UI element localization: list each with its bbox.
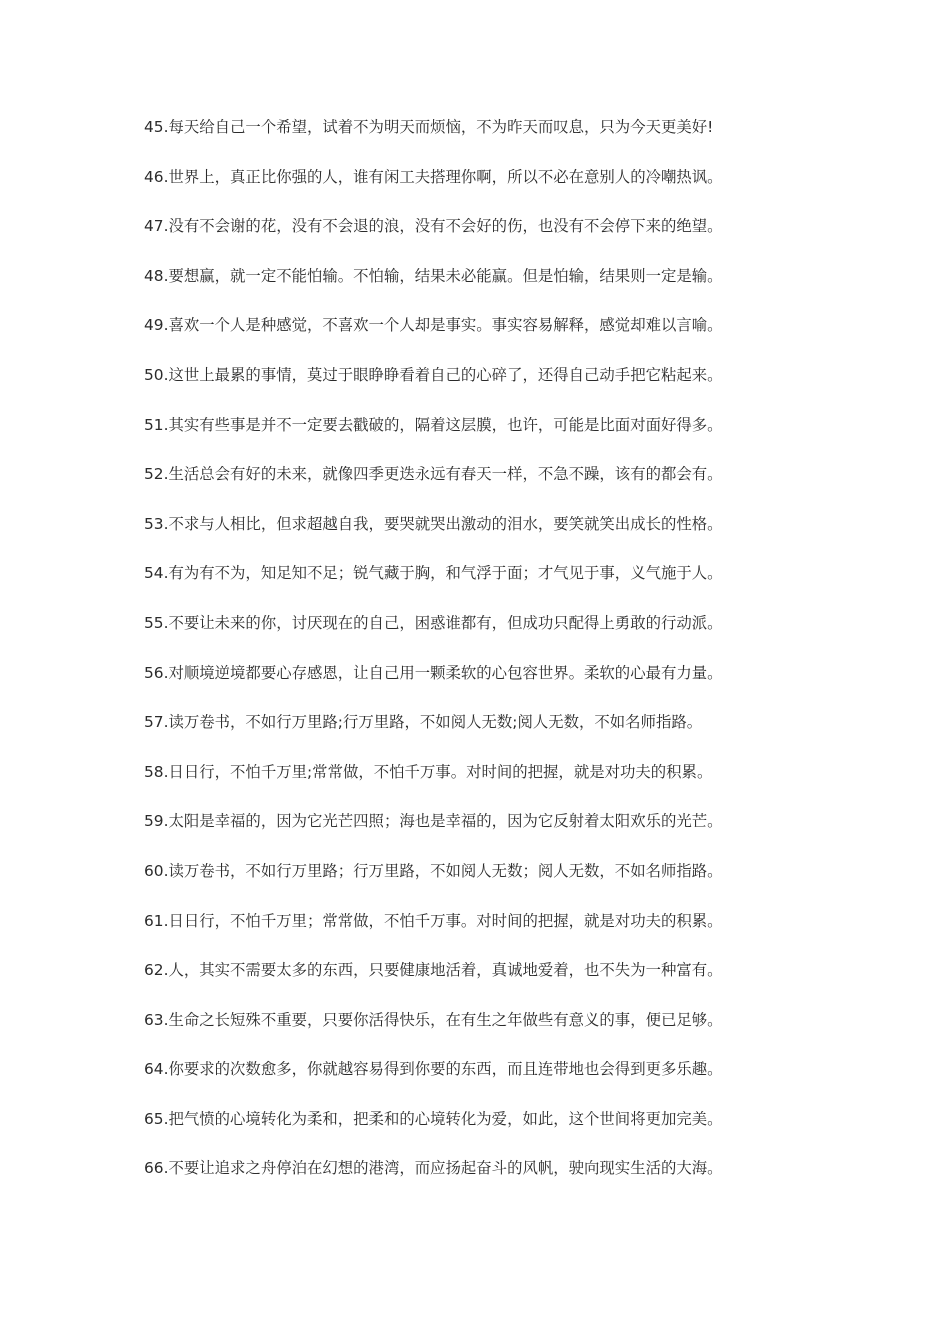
quote-line-55: 55.不要让未来的你，讨厌现在的自己，困惑谁都有，但成功只配得上勇敢的行动派。 [144,613,723,632]
quote-line-57: 57.读万卷书，不如行万里路;行万里路，不如阅人无数;阅人无数，不如名师指路。 [144,713,703,732]
quote-line-65: 65.把气愤的心境转化为柔和，把柔和的心境转化为爱，如此，这个世间将更加完美。 [144,1109,723,1128]
quote-line-49: 49.喜欢一个人是种感觉，不喜欢一个人却是事实。事实容易解释，感觉却难以言喻。 [144,316,723,335]
quote-line-60: 60.读万卷书，不如行万里路；行万里路，不如阅人无数；阅人无数，不如名师指路。 [144,861,723,880]
quote-line-48: 48.要想赢，就一定不能怕输。不怕输，结果未必能赢。但是怕输，结果则一定是输。 [144,266,723,285]
quote-line-50: 50.这世上最累的事情，莫过于眼睁睁看着自己的心碎了，还得自己动手把它粘起来。 [144,365,723,384]
quote-line-54: 54.有为有不为，知足知不足；锐气藏于胸，和气浮于面；才气见于事，义气施于人。 [144,564,723,583]
quote-line-58: 58.日日行，不怕千万里;常常做，不怕千万事。对时间的把握，就是对功夫的积累。 [144,762,713,781]
quote-list [144,114,784,1205]
quote-line-62: 62.人，其实不需要太多的东西，只要健康地活着，真诚地爱着，也不失为一种富有。 [144,961,723,980]
quote-line-51: 51.其实有些事是并不一定要去戳破的，隔着这层膜，也许，可能是比面对面好得多。 [144,415,723,434]
quote-line-63: 63.生命之长短殊不重要，只要你活得快乐，在有生之年做些有意义的事，便已足够。 [144,1010,723,1029]
quote-line-64: 64.你要求的次数愈多，你就越容易得到你要的东西，而且连带地也会得到更多乐趣。 [144,1060,723,1079]
quote-line-66: 66.不要让追求之舟停泊在幻想的港湾，而应扬起奋斗的风帆，驶向现实生活的大海。 [144,1159,723,1178]
quote-line-46: 46.世界上，真正比你强的人，谁有闲工夫搭理你啊，所以不必在意别人的冷嘲热讽。 [144,167,723,186]
quote-line-45: 45.每天给自己一个希望，试着不为明天而烦恼，不为昨天而叹息，只为今天更美好! [144,118,714,136]
quote-line-56: 56.对顺境逆境都要心存感恩，让自己用一颗柔软的心包容世界。柔软的心最有力量。 [144,663,723,682]
quote-line-47: 47.没有不会谢的花，没有不会退的浪，没有不会好的伤，也没有不会停下来的绝望。 [144,217,723,236]
quote-line-61: 61.日日行，不怕千万里；常常做，不怕千万事。对时间的把握，就是对功夫的积累。 [144,911,723,930]
quote-line-53: 53.不求与人相比，但求超越自我，要哭就哭出激动的泪水，要笑就笑出成长的性格。 [144,514,723,533]
quote-line-52: 52.生活总会有好的未来，就像四季更迭永远有春天一样，不急不躁，该有的都会有。 [144,465,723,484]
quote-line-59: 59.太阳是幸福的，因为它光芒四照；海也是幸福的，因为它反射着太阳欢乐的光芒。 [144,812,723,831]
